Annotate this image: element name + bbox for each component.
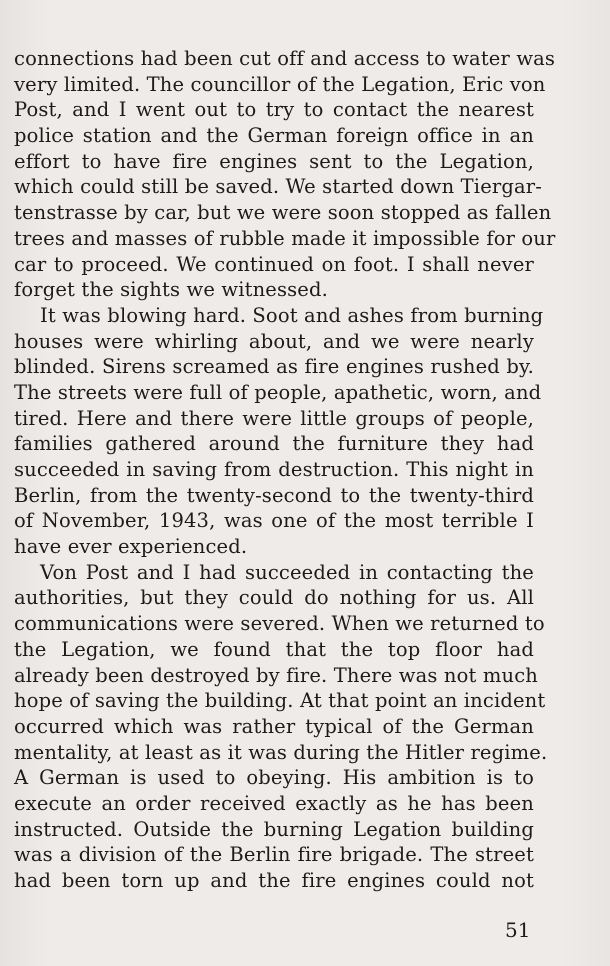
text-line: forget the sights we witnessed. [14,278,328,302]
text-line: hope of saving the building. At that point an incident [14,689,546,713]
text-line: trees and masses of rubble made it impossible for our [14,226,556,250]
text-line: which could still be saved. We started down Tiergar- [14,175,542,199]
text-line: blinded. Sirens screamed as fire engines rushed by. [14,355,534,379]
text-line: It was blowing hard. Soot and ashes from burning [40,303,544,327]
text-line: the Legation, we found that the top floor had [14,637,534,661]
text-line: Post, and I went out to try to contact the nearest [14,98,534,122]
text-line: tenstrasse by car, but we were soon stopped as fallen [14,201,552,225]
text-line: execute an order received exactly as he has been [14,791,534,815]
page-number: 51 [505,918,531,942]
text-line: very limited. The councillor of the Legation, Eric von [14,72,546,96]
text-line: connections had been cut off and access to water was [14,47,556,70]
text-line: occurred which was rather typical of the German [14,714,534,738]
text-line: authorities, but they could do nothing for us. All [14,586,534,610]
text-line: have ever experienced. [14,535,248,559]
text-line: Von Post and I had succeeded in contacting the [40,560,534,584]
text-line: A German is used to obeying. His ambition is to [14,766,534,790]
text-line: instructed. Outside the burning Legation building [14,817,534,841]
text-line: Berlin, from the twenty-second to the twenty-third [14,483,534,507]
text-line: mentality, at least as it was during the Hitler regime. [14,740,548,764]
text-line: houses were whirling about, and we were nearly [14,329,534,353]
text-line: police station and the German foreign office in an [14,124,534,148]
text-line: of November, 1943, was one of the most terrible I [14,509,534,533]
text-line: had been torn up and the fire engines could not [14,869,534,892]
text-line: succeeded in saving from destruction. This night in [14,458,534,481]
text-line: families gathered around the furniture they had [14,432,534,456]
text-line: communications were severed. When we returned to [14,612,545,636]
text-line: already been destroyed by fire. There was not much [14,663,538,687]
text-line: tired. Here and there were little groups of people, [14,406,534,430]
text-line: car to proceed. We continued on foot. I shall never [14,252,534,276]
text-line: effort to have fire engines sent to the Legation, [14,149,534,173]
body-text [14,46,556,894]
text-line: The streets were full of people, apathetic, worn, and [14,380,542,404]
text-line: was a division of the Berlin fire brigade. The street [14,843,534,867]
